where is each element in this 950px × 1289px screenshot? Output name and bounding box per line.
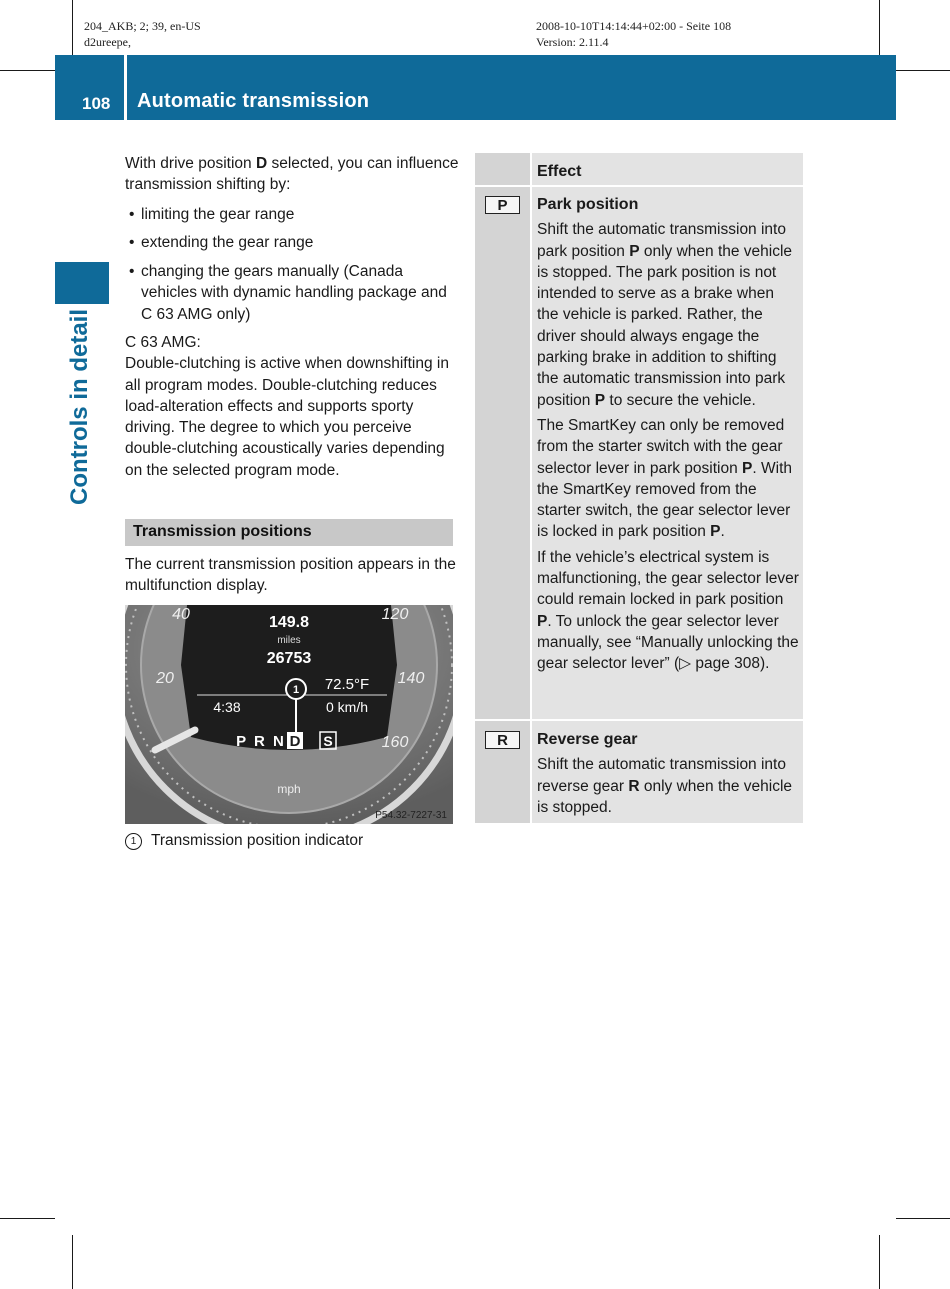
crop-mark (896, 1218, 950, 1219)
row-paragraph (537, 547, 799, 675)
positions-paragraph (125, 554, 460, 597)
list-item (129, 204, 459, 225)
print-meta-left (84, 18, 201, 50)
row-bold: P (710, 523, 721, 541)
trip-distance: 149.8 (268, 614, 310, 631)
selected-gear: D (289, 733, 301, 750)
amg-paragraph (125, 332, 460, 481)
row-bold: P (742, 459, 753, 477)
row-paragraph (537, 415, 799, 543)
bullet-icon: • (129, 206, 135, 223)
meta-line: d2ureepe, (84, 35, 131, 49)
key-r-icon: R (485, 731, 520, 749)
trip-unit: miles (277, 635, 301, 646)
crop-mark (879, 1235, 880, 1289)
callout-number: 1 (292, 684, 300, 696)
subsection-heading-box (125, 519, 453, 546)
header-divider (124, 55, 127, 120)
subsection-heading: Transmission positions (133, 523, 312, 540)
row-text: only when the vehicle is stopped. (537, 777, 793, 816)
row-text: Shift the automatic transmission into reverse gear (537, 756, 786, 795)
table-header-label: Effect (537, 163, 582, 180)
table-column-divider (530, 153, 532, 823)
crop-mark (72, 0, 73, 55)
meta-line: Version: 2.11.4 (536, 35, 609, 49)
speed-mark: 160 (381, 734, 409, 751)
row-text: . (720, 523, 725, 541)
intro-bold: D (255, 155, 268, 172)
table-row-divider (475, 185, 803, 187)
meta-line: 2008-10-10T14:14:44+02:00 - Seite 108 (536, 19, 732, 33)
table-row (537, 194, 799, 679)
program-mode: S (323, 733, 333, 749)
row-text: . With the SmartKey removed from the starter switch, the gear selector lever is locked in park position (537, 459, 793, 541)
crop-mark (896, 70, 950, 71)
bullet-icon: • (129, 234, 135, 251)
bullet-text: extending the gear range (141, 234, 314, 251)
amg-body: Double-clutching is active when downshifting in all program modes. Double-clutching reduces load-alteration effects and supports sporty driving. The degree to which you perceive double-clutching acoustically varies depending on the selected program mode. (125, 355, 449, 479)
print-meta-right (536, 18, 731, 50)
speed-mark: 140 (397, 670, 425, 687)
row-text: The SmartKey can only be removed from the starter switch with the gear selector lever in park position (537, 416, 785, 477)
clock: 4:38 (213, 699, 241, 715)
positions-body: The current transmission position appears in the multifunction display. (125, 556, 456, 595)
row-bold: P (537, 612, 548, 630)
table-header (537, 161, 799, 182)
list-item (129, 232, 459, 253)
odometer: 26753 (266, 650, 312, 667)
instrument-cluster-image (125, 605, 453, 824)
digital-speed: 0 km/h (325, 699, 369, 715)
crop-mark (72, 1235, 73, 1289)
section-title: Automatic transmission (137, 90, 370, 112)
crop-mark (0, 70, 55, 71)
page-number: 108 (82, 94, 111, 113)
intro-paragraph (125, 153, 460, 196)
crop-mark (879, 0, 880, 55)
key-p-icon: P (485, 196, 520, 214)
table-row-divider (475, 719, 803, 721)
list-item (129, 261, 459, 325)
row-bold: P (594, 391, 606, 409)
table-row (537, 729, 799, 822)
table-key-column (475, 153, 530, 823)
row-text: to secure the vehicle. (605, 391, 756, 409)
intro-text: selected, you can influence transmission shifting by: (125, 155, 459, 194)
row-text: . To unlock the gear selector lever manually, see “Manually unlocking the gear selector lever” (▷ page 308). (537, 612, 799, 673)
row-title: Reverse gear (537, 731, 638, 748)
speed-mark: 20 (156, 670, 174, 687)
row-text: only when the vehicle is stopped. The park position is not intended to serve as a brake when the vehicle is parked. Rather, the driver should always engage the parking brake in addition to shifting the automatic transmission into park position (537, 242, 793, 409)
row-text: If the vehicle’s electrical system is malfunctioning, the gear selector lever could remain locked in park position (537, 548, 799, 609)
row-bold: P (629, 242, 640, 260)
row-paragraph (537, 754, 799, 818)
row-bold: R (628, 777, 640, 795)
row-title: Park position (537, 196, 639, 213)
row-text: Shift the automatic transmission into park position (537, 221, 786, 260)
callout-number-icon: 1 (125, 833, 142, 850)
side-tab-label: Controls in detail (66, 308, 93, 505)
speed-mark: 40 (172, 606, 190, 623)
speed-unit: mph (277, 782, 301, 796)
speed-mark: 120 (381, 606, 409, 623)
caption-text: Transmission position indicator (151, 832, 364, 849)
crop-mark (0, 1218, 55, 1219)
intro-text: With drive position (125, 155, 256, 172)
figure-code: P54.32-7227-31 (375, 810, 447, 821)
meta-line: 204_AKB; 2; 39, en-US (84, 19, 201, 33)
outside-temperature: 72.5°F (324, 676, 370, 693)
gear-indicator: P R N (236, 733, 286, 750)
figure-caption (125, 832, 363, 850)
row-paragraph (537, 219, 799, 411)
instrument-cluster-graphic (125, 605, 453, 824)
bullet-icon: • (129, 263, 135, 280)
amg-heading: C 63 AMG: (125, 334, 201, 351)
bullet-text: changing the gears manually (Canada vehicles with dynamic handling package and C 63 AMG only) (141, 263, 447, 323)
bullet-text: limiting the gear range (141, 206, 295, 223)
